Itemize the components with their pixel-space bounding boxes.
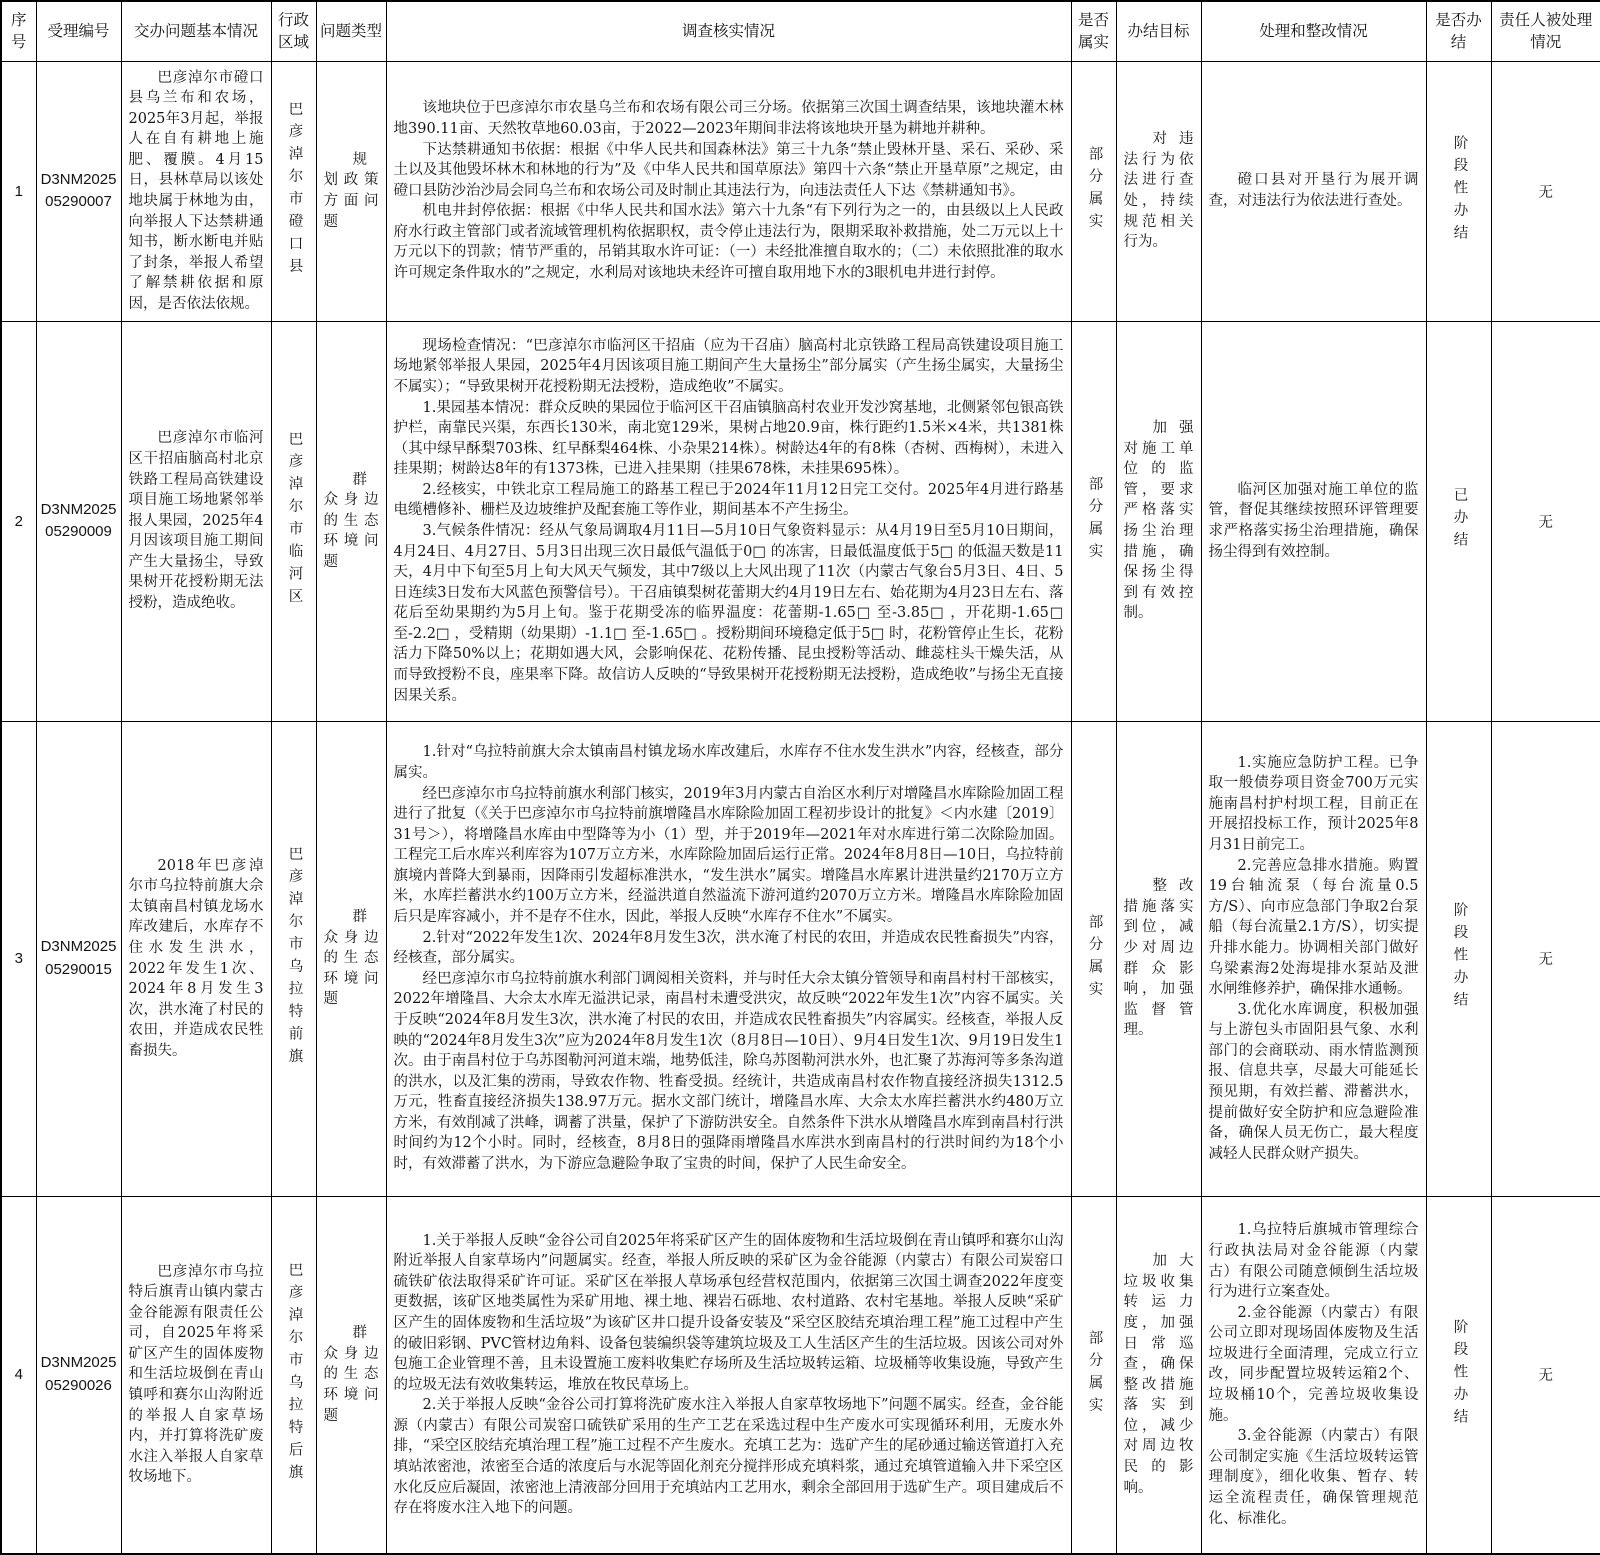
region-text: 巴彦淖尔市磴口县	[286, 101, 303, 281]
closed-text: 阶段性办结	[1451, 134, 1468, 248]
cell-problem-type	[316, 321, 386, 721]
header-problem-summary: 交办问题基本情况	[121, 1, 271, 61]
cell-closed	[1426, 1196, 1491, 1554]
verified-text: 部分属实	[1086, 913, 1103, 1004]
table-row	[1, 321, 1600, 721]
table-header	[1, 1, 1600, 61]
paragraph: 1.乌拉特后旗城市管理综合行政执法局对金谷能源（内蒙古）有限公司随意倾倒生活垃圾行为进行立案查处。	[1208, 1222, 1419, 1301]
cell-region	[271, 61, 316, 321]
cell-closed	[1426, 321, 1491, 721]
header-handling: 处理和整改情况	[1201, 1, 1426, 61]
cell-problem-type	[316, 721, 386, 1196]
cell-problem-type	[316, 61, 386, 321]
header-problem-type: 问题类型	[316, 1, 386, 61]
table-body	[1, 61, 1600, 1554]
header-region: 行政区域	[271, 1, 316, 61]
goal-text: 加大垃圾收集转运力度，加强日常巡查，确保整改措施落实到位，减少对周边牧民的影响。	[1123, 1253, 1194, 1496]
table-row	[1, 61, 1600, 321]
closed-text: 阶段性办结	[1451, 902, 1468, 1015]
problem-type-text: 规划政策方面问题	[323, 151, 379, 230]
problem-text: 2018年巴彦淖尔市乌拉特前旗大佘太镇南昌村镇龙场水库改建后，水库存不住水发生洪水，2022年发生1次、2024年8月发生3次，洪水淹了村民的农田，并造成农民牲畜损失。	[128, 857, 264, 1059]
cell-problem-type	[316, 1196, 386, 1554]
table-row	[1, 721, 1600, 1196]
cell-region	[271, 1196, 316, 1554]
cell-goal	[1116, 721, 1201, 1196]
cell-investigation	[386, 321, 1071, 721]
cell-problem-summary	[121, 321, 271, 721]
problem-type-text: 群众身边的生态环境问题	[323, 471, 379, 570]
verified-text: 部分属实	[1086, 1329, 1103, 1420]
cell-verified	[1071, 721, 1116, 1196]
paragraph: 1.针对“乌拉特前旗大佘太镇南昌村镇龙场水库改建后，水库存不住水发生洪水”内容，经核查，部分属实。	[393, 744, 1064, 781]
closed-text: 已办结	[1451, 487, 1468, 555]
header-accountability: 责任人被处理情况	[1491, 1, 1600, 61]
paragraph: 该地块位于巴彦淖尔市农垦乌兰布和农场有限公司三分场。依据第三次国土调查结果，该地块灌木林地390.11亩、天然牧草地60.03亩，于2022—2023年期间非法将该地块开垦为耕地并耕种。	[393, 100, 1064, 137]
cell-accountability: 无	[1491, 321, 1600, 721]
region-text: 巴彦淖尔市临河区	[286, 431, 303, 611]
paragraph: 2.针对“2022年发生1次、2024年8月发生3次，洪水淹了村民的农田，并造成农民牲畜损失”内容，经核查，部分属实。	[393, 929, 1064, 967]
header-investigation: 调查核实情况	[386, 1, 1071, 61]
verified-text: 部分属实	[1086, 146, 1103, 236]
cell-handling	[1201, 321, 1426, 721]
closed-text: 阶段性办结	[1451, 1318, 1468, 1431]
cell-investigation	[386, 1196, 1071, 1554]
cell-serial: 4	[1, 1196, 36, 1554]
paragraph: 3.金谷能源（内蒙古）有限公司制定实施《生活垃圾转运管理制度》，细化收集、暂存、转运全流程责任，确保管理规范化、标准化。	[1208, 1428, 1419, 1527]
cell-verified	[1071, 1196, 1116, 1554]
cell-problem-summary	[121, 721, 271, 1196]
paragraph: 经巴彦淖尔市乌拉特前旗水利部门核实，2019年3月内蒙古自治区水利厅对增隆昌水库除险加固工程进行了批复（《关于巴彦淖尔市乌拉特前旗增隆昌水库除险加固工程初步设计的批复》＜内水建〔2019〕31号＞），将增隆昌水库由中型降等为小（1）型，并于2019年—2021年对水库进行第二次除险加固。工程完工后水库兴利库容为107万立方米，水库除险加固后运行正常。2024年8月8日—10日，乌拉特前旗境内普降大到暴雨，因降雨引发超标准洪水，“发生洪水”属实。增隆昌水库累计进洪量约2170万立方米，水库拦蓄洪水约100万立方米，经溢洪道自然溢流下游河道约2070万立方米。增隆昌水库除险加固后只是库容减小，并不是存不住水，因此，举报人反映“水库存不住水”不属实。	[393, 785, 1064, 926]
cell-verified	[1071, 61, 1116, 321]
problem-type-text: 群众身边的生态环境问题	[323, 909, 379, 1008]
cell-accountability: 无	[1491, 1196, 1600, 1554]
cell-problem-summary	[121, 61, 271, 321]
region-text: 巴彦淖尔市乌拉特后旗	[286, 1262, 303, 1488]
header-serial: 序号	[1, 1, 36, 61]
cell-investigation	[386, 61, 1071, 321]
cell-case-number: D3NM2025 05290009	[36, 321, 121, 721]
paragraph: 3.优化水库调度，积极加强与上游包头市固阳县气象、水利部门的会商联动、雨水情监测预报、信息共享，尽最大可能延长预见期，有效拦蓄、滞蓄洪水，提前做好安全防护和应急避险准备，确保人员无伤亡，最大程度减轻人民群众财产损失。	[1208, 1001, 1419, 1162]
cell-investigation	[386, 721, 1071, 1196]
paragraph: 2.经核实，中铁北京工程局施工的路基工程已于2024年11月12日完工交付。2025年4月进行路基电缆槽修补、栅栏及边坡维护及配套施工等作业，期间基本不产生扬尘。	[393, 481, 1064, 519]
paragraph: 1.实施应急防护工程。已争取一般债券项目资金700万元实施南昌村护村坝工程，目前正在开展招投标工作，预计2025年8月31日前完工。	[1208, 754, 1419, 854]
paragraph: 2.关于举报人反映“金谷公司打算将洗矿废水注入举报人自家草牧场地下”问题不属实。经查，金谷能源（内蒙古）有限公司炭窑口硫铁矿采用的生产工艺在采选过程中生产废水可实现循环利用，无废水外排，“采空区胶结充填治理工程”施工过程不产生废水。充填工艺为：选矿产生的尾砂通过输送管道打入充填站浓密池，浓密至合适的浓度后与水泥等固化剂充分搅拌形成充填料浆，通过充填管道输入井下采空区水化反应后凝固，浓密池上清液部分回用于充填站内工艺用水，剩余全部回用于选矿生产。项目建成后不存在将废水注入地下的问题。	[393, 1397, 1064, 1517]
region-text: 巴彦淖尔市乌拉特前旗	[286, 846, 303, 1071]
paragraph: 2.完善应急排水措施。购置19台轴流泵（每台流量0.5方/S）、向市应急部门争取2台泵船（每台流量2.1方/S），切实提升排水能力。协调相关部门做好乌梁素海2处海堤排水泵站及泄水闸维修养护，确保排水通畅。	[1208, 857, 1419, 998]
problem-type-text: 群众身边的生态环境问题	[323, 1325, 379, 1424]
problem-text: 巴彦淖尔市磴口县乌兰布和农场，2025年3月起，举报人在自有耕地上施肥、覆膜。4月15日，县林草局以该处地块属于林地为由，向举报人下达禁耕通知书，断水断电并贴了封条，举报人希望了解禁耕依据和原因，是否依法依规。	[128, 69, 264, 312]
header-closed: 是否办结	[1426, 1, 1491, 61]
cell-handling	[1201, 1196, 1426, 1554]
cell-region	[271, 721, 316, 1196]
verified-text: 部分属实	[1086, 476, 1103, 566]
cell-accountability: 无	[1491, 61, 1600, 321]
cell-verified	[1071, 321, 1116, 721]
header-row	[1, 1, 1600, 61]
table-row	[1, 1196, 1600, 1554]
cell-case-number: D3NM2025 05290026	[36, 1196, 121, 1554]
cell-serial: 3	[1, 721, 36, 1196]
cell-goal	[1116, 321, 1201, 721]
paragraph: 3.气候条件情况：经从气象局调取4月11日—5月10日气象资料显示：从4月19日至5月10日期间，4月24日、4月27日、5月3日出现三次日最低气温低于0□ 的冻害，日最低温度低于5□ 的低温天数是11天，4月中下旬至5月上旬大风天气频发，其中7级以上大风出现了11次（内蒙古气象台5月3日、4日、5日连续3日发布大风蓝色预警信号）。干召庙镇梨树花蕾期大约4月19日左右、始花期为4月23日左右、落花后至幼果期约为5月上旬。鉴于花期受冻的临界温度：花蕾期-1.65□ 至-3.85□ ，开花期-1.65□ 至-2.2□ ，受精期（幼果期）-1.1□ 至-1.65□ 。授粉期间环境稳定低于5□ 时，花粉管停止生长，花粉活力下降50%以上；花期如遇大风，会影响保花、花粉传播、昆虫授粉等活动、雌蕊柱头干燥失活，从而导致授粉不良，座果率下降。故信访人反映的“导致果树开花授粉期无法授粉，造成绝收”与扬尘无直接因果关系。	[393, 523, 1064, 704]
paragraph: 经巴彦淖尔市乌拉特前旗水利部门调阅相关资料，并与时任大佘太镇分管领导和南昌村村干部核实，2022年增隆昌、大佘太水库无溢洪记录，南昌村未遭受洪灾，故反映“2022年发生1次”内容不属实。关于反映“2024年8月发生3次，洪水淹了村民的农田，并造成农民牲畜损失”内容属实。经核查，举报人反映的“2024年8月发生3次”应为2024年8月发生1次（8月8日—10日）、9月4日发生1次、9月19日发生1次。由于南昌村位于乌苏图勒河河道末端，地势低洼，除乌苏图勒河洪水外，也汇聚了苏海河等多条沟道的洪水，以及汇集的涝雨，导致农作物、牲畜受损。经统计，共造成南昌村农作物直接经济损失1312.5万元，牲畜直接经济损失138.97万元。据水文部门统计，增隆昌水库、大佘太水库拦蓄洪水约480万立方米，有效削减了洪峰，调蓄了洪量，保护了下游防洪安全。自然条件下洪水从增隆昌水库到南昌村行洪时间约为12个小时。同时，经核查，8月8日的强降雨增隆昌水库洪水到南昌村的行洪时间约为18个小时，有效滞蓄了洪水，为下游应急避险争取了宝贵的时间，保护了人民生命安全。	[393, 970, 1064, 1172]
cell-region	[271, 321, 316, 721]
paragraph: 2.金谷能源（内蒙古）有限公司立即对现场固体废物及生活垃圾进行全面清理，完成立行立改，同步配置垃圾转运箱2个、垃圾桶10个，完善垃圾收集设施。	[1208, 1304, 1419, 1424]
header-verified: 是否属实	[1071, 1, 1116, 61]
cell-problem-summary	[121, 1196, 271, 1554]
paragraph: 1.关于举报人反映“金谷公司自2025年将采矿区产生的固体废物和生活垃圾倒在青山镇呼和赛尔山沟附近举报人自家草场内”问题属实。经查，举报人所反映的采矿区为金谷能源（内蒙古）有限公司炭窑口硫铁矿依法取得采矿许可证。采矿区在举报人草场承包经营权范围内，依据第三次国土调查2022年度变更数据，该矿区地类属性为采矿用地、裸土地、裸岩石砾地、农村道路、农村宅基地。举报人反映“采矿区产生的固体废物和生活垃圾”为该矿区井口提升设备安装及“采空区胶结充填治理工程”施工过程中产生的破旧彩钢、PVC管材边角料、设备包装编织袋等建筑垃圾及工人生活区产生的生活垃圾。因该公司对外包施工企业管理不善，且未设置施工废料收集贮存场所及生活垃圾转运箱、垃圾桶等收集设施，导致产生的垃圾无法有效收集转运，堆放在牧民草场上。	[393, 1232, 1064, 1393]
paragraph: 机电井封停依据：根据《中华人民共和国水法》第六十九条“有下列行为之一的，由县级以上人民政府水行政主管部门或者流域管理机构依据职权，责令停止违法行为，限期采取补救措施，处二万元以上十万元以下的罚款；情节严重的，吊销其取水许可证：（一）未经批准擅自取水的；（二）未依照批准的取水许可规定条件取水的”之规定，水利局对该地块未经许可擅自取用地下水的3眼机电井进行封停。	[393, 203, 1064, 282]
cell-closed	[1426, 61, 1491, 321]
paragraph: 临河区加强对施工单位的监管，督促其继续按照环评管理要求严格落实扬尘治理措施，确保扬尘得到有效控制。	[1208, 481, 1419, 560]
paragraph: 现场检查情况：“巴彦淖尔市临河区干招庙（应为干召庙）脑高村北京铁路工程局高铁建设项目施工场地紧邻举报人果园，2025年4月因该项目施工期间产生大量扬尘”部分属实（产生扬尘属实，大量扬尘不属实）；“导致果树开花授粉期无法授粉，造成绝收”不属实。	[393, 337, 1064, 395]
cell-goal	[1116, 1196, 1201, 1554]
cell-handling	[1201, 721, 1426, 1196]
cell-accountability: 无	[1491, 721, 1600, 1196]
problem-text: 巴彦淖尔市乌拉特后旗青山镇内蒙古金谷能源有限责任公司，自2025年将采矿区产生的固体废物和生活垃圾倒在青山镇呼和赛尔山沟附近的举报人自家草场内，并打算将洗矿废水注入举报人自家草牧场地下。	[128, 1263, 264, 1486]
paragraph: 1.果园基本情况：群众反映的果园位于临河区干召庙镇脑高村农业开发沙窝基地，北侧紧邻包银高铁护栏，南靠民兴渠，东西长130米，南北宽129米，果树占地20.9亩，株行距约1.5米×4米，共1381株（其中绿早酥梨703株、红早酥梨464株、小杂果214株）。树龄达4年的有8株（杏树、西梅树），未进入挂果期；树龄达8年的有1373株，已进入挂果期（挂果678株，未挂果695株）。	[393, 399, 1064, 478]
cell-serial: 2	[1, 321, 36, 721]
cell-goal	[1116, 61, 1201, 321]
goal-text: 对违法行为依法进行查处，持续规范相关行为。	[1123, 131, 1194, 251]
header-case-number: 受理编号	[36, 1, 121, 61]
goal-text: 加强对施工单位的监管，要求严格落实扬尘治理措施，确保扬尘得到有效控制。	[1123, 420, 1194, 622]
cell-closed	[1426, 721, 1491, 1196]
header-goal: 办结目标	[1116, 1, 1201, 61]
problem-text: 巴彦淖尔市临河区干招庙脑高村北京铁路工程局高铁建设项目施工场地紧邻举报人果园，2025年4月因该项目施工期间产生大量扬尘，导致果树开花授粉期无法授粉，造成绝收。	[128, 430, 264, 612]
cell-handling	[1201, 61, 1426, 321]
cell-serial: 1	[1, 61, 36, 321]
cell-case-number: D3NM2025 05290007	[36, 61, 121, 321]
cell-case-number: D3NM2025 05290015	[36, 721, 121, 1196]
paragraph: 磴口县对开垦行为展开调查，对违法行为依法进行查处。	[1208, 172, 1419, 209]
goal-text: 整改措施落实到位，减少对周边群众影响，加强监督管理。	[1123, 878, 1194, 1039]
paragraph: 下达禁耕通知书依据：根据《中华人民共和国森林法》第三十九条“禁止毁林开垦、采石、采砂、采土以及其他毁坏林木和林地的行为”及《中华人民共和国草原法》第四十六条“禁止开垦草原”之规定，由磴口县防沙治沙局会同乌兰布和农场公司及时制止其违法行为，向违法责任人下达《禁耕通知书》。	[393, 141, 1064, 199]
